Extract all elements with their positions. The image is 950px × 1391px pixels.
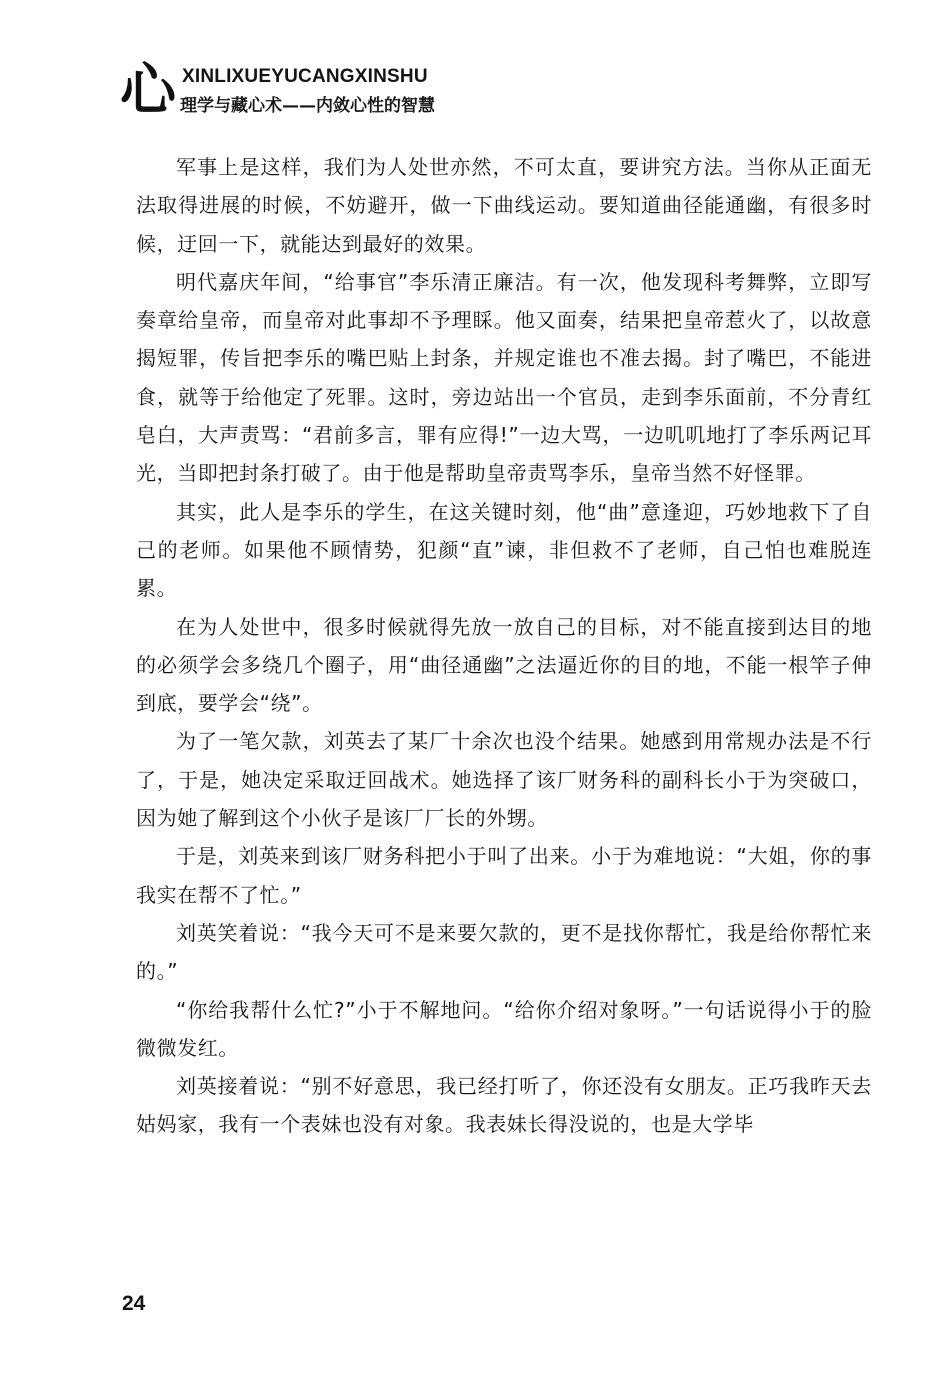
paragraph: “你给我帮什么忙?”小于不解地问。“给你介绍对象呀。”一句话说得小于的脸微微发红。 xyxy=(136,997,872,1060)
paragraph: 于是，刘英来到该厂财务科把小于叫了出来。小于为难地说：“大姐，你的事我实在帮不了忙。” xyxy=(136,844,872,907)
paragraph: 刘英笑着说：“我今天可不是来要欠款的，更不是找你帮忙，我是给你帮忙来的。” xyxy=(136,920,872,984)
paragraph: 为了一笔欠款，刘英去了某厂十余次也没个结果。她感到用常规办法是不行了，于是，她决定采取迂回战术。她选择了该厂财务科的副科长小于为突破口，因为她了解到这个小伙子是该厂厂长的外甥。 xyxy=(136,729,872,831)
body-text xyxy=(136,148,872,1144)
paragraph: 其实，此人是李乐的学生，在这关键时刻，他“曲”意逢迎，巧妙地救下了自己的老师。如果他不顾情势，犯颜“直”谏，非但救不了老师，自己怕也难脱连累。 xyxy=(136,499,872,601)
page-number: 24 xyxy=(122,1292,146,1315)
paragraph: 军事上是这样，我们为人处世亦然，不可太直，要讲究方法。当你从正面无法取得进展的时候，不妨避开，做一下曲线运动。要知道曲径能通幽，有很多时候，迂回一下，就能达到最好的效果。 xyxy=(136,155,872,256)
header-pinyin: XINLIXUEYUCANGXINSHU xyxy=(182,66,428,87)
header-logo-glyph: 心 xyxy=(120,57,176,123)
header-subtitle: 理学与藏心术——内敛心性的智慧 xyxy=(180,96,435,116)
paragraph: 在为人处世中，很多时候就得先放一放自己的目标，对不能直接到达目的地的必须学会多绕几个圈子，用“曲径通幽”之法逼近你的目的地，不能一根竿子伸到底，要学会“绕”。 xyxy=(136,614,872,716)
paragraph: 刘英接着说：“别不好意思，我已经打听了，你还没有女朋友。正巧我昨天去姑妈家，我有一个表妹也没有对象。我表妹长得没说的，也是大学毕 xyxy=(136,1074,872,1137)
paragraph: 明代嘉庆年间，“给事官”李乐清正廉洁。有一次，他发现科考舞弊，立即写奏章给皇帝，而皇帝对此事却不予理睬。他又面奏，结果把皇帝惹火了，以故意揭短罪，传旨把李乐的嘴巴贴上封条，并规定谁也不准去揭。封了嘴巴，不能进食，就等于给他定了死罪。这时，旁边站出一个官员，走到李乐面前，不分青红皂白，大声责骂：“君前多言，罪有应得!”一边大骂，一边叽叽地打了李乐两记耳光，当即把封条打破了。由于他是帮助皇帝责骂李乐，皇帝当然不好怪罪。 xyxy=(136,269,872,486)
